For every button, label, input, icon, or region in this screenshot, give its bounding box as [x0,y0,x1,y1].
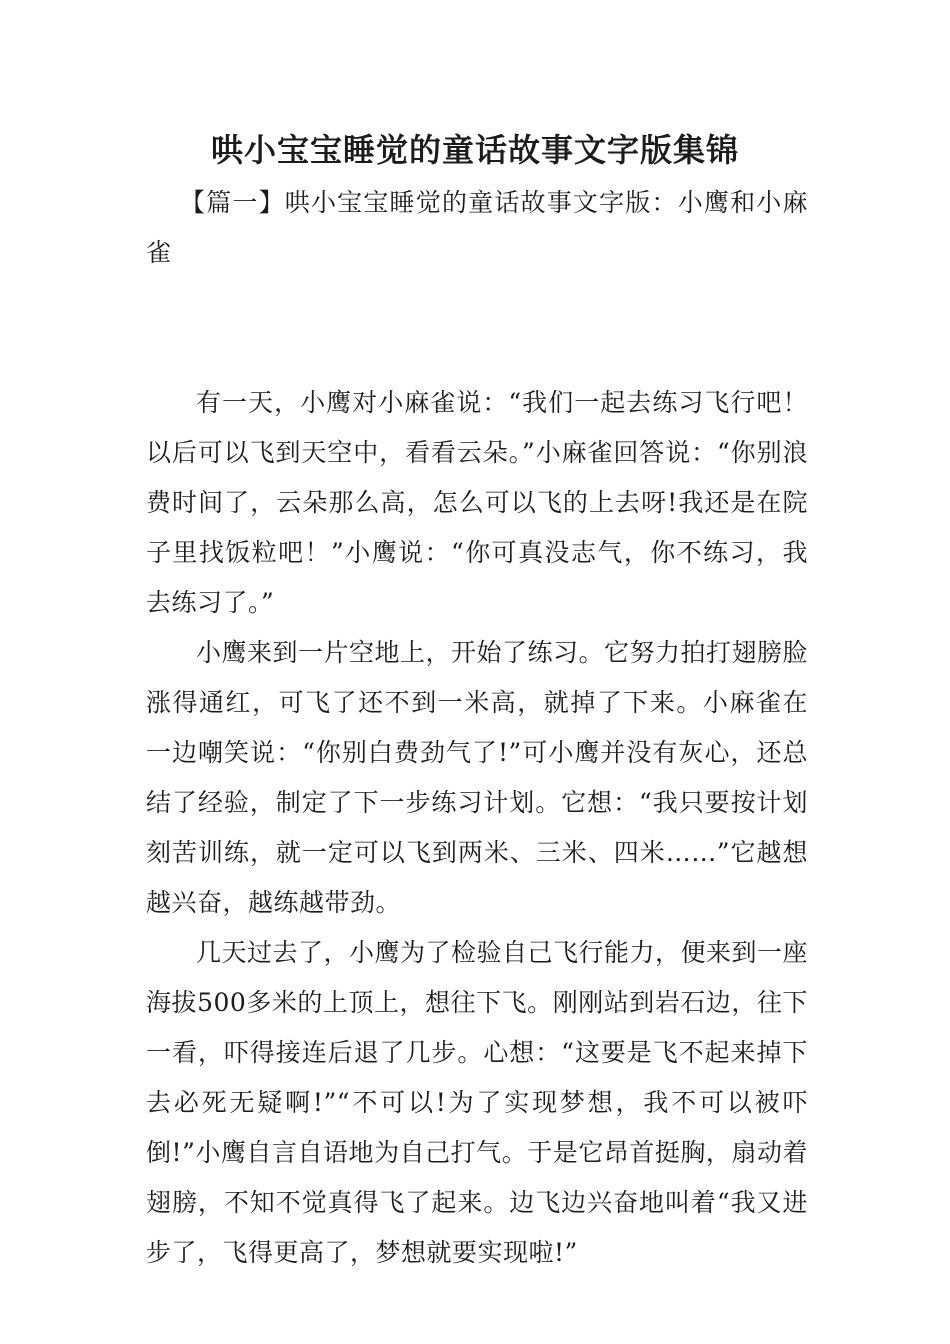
document-body [146,178,808,1278]
document-title: 哄小宝宝睡觉的童话故事文字版集锦 [210,131,739,169]
section-heading: 【篇一】哄小宝宝睡觉的童话故事文字版：小鹰和小麻雀 [146,188,808,267]
paragraph-2: 小鹰来到一片空地上，开始了练习。它努力拍打翅膀脸涨得通红，可飞了还不到一米高，就掉了下来。小麻雀在一边嘲笑说：“你别白费劲气了!”可小鹰并没有灰心，还总结了经验，制定了下一步练习计划。它想：“我只要按计划刻苦训练，就一定可以飞到两米、三米、四米……”它越想越兴奋，越练越带劲。 [146,638,809,917]
paragraph-3: 几天过去了，小鹰为了检验自己飞行能力，便来到一座海拔500多米的上顶上，想往下飞。刚刚站到岩石边，往下一看，吓得接连后退了几步。心想：“这要是飞不起来掉下去必死无疑啊!”“不可以!为了实现梦想，我不可以被吓倒!”小鹰自言自语地为自己打气。于是它昂首挺胸，扇动着翅膀，不知不觉真得飞了起来。边飞边兴奋地叫着“我又进步了，飞得更高了，梦想就要实现啦!” [146,938,809,1267]
paragraph-1: 有一天，小鹰对小麻雀说：“我们一起去练习飞行吧！以后可以飞到天空中，看看云朵。”小麻雀回答说：“你别浪费时间了，云朵那么高，怎么可以飞的上去呀!我还是在院子里找饭粒吧！”小鹰说：“你可真没志气，你不练习，我去练习了。” [146,388,808,617]
blank-gap [146,278,808,378]
